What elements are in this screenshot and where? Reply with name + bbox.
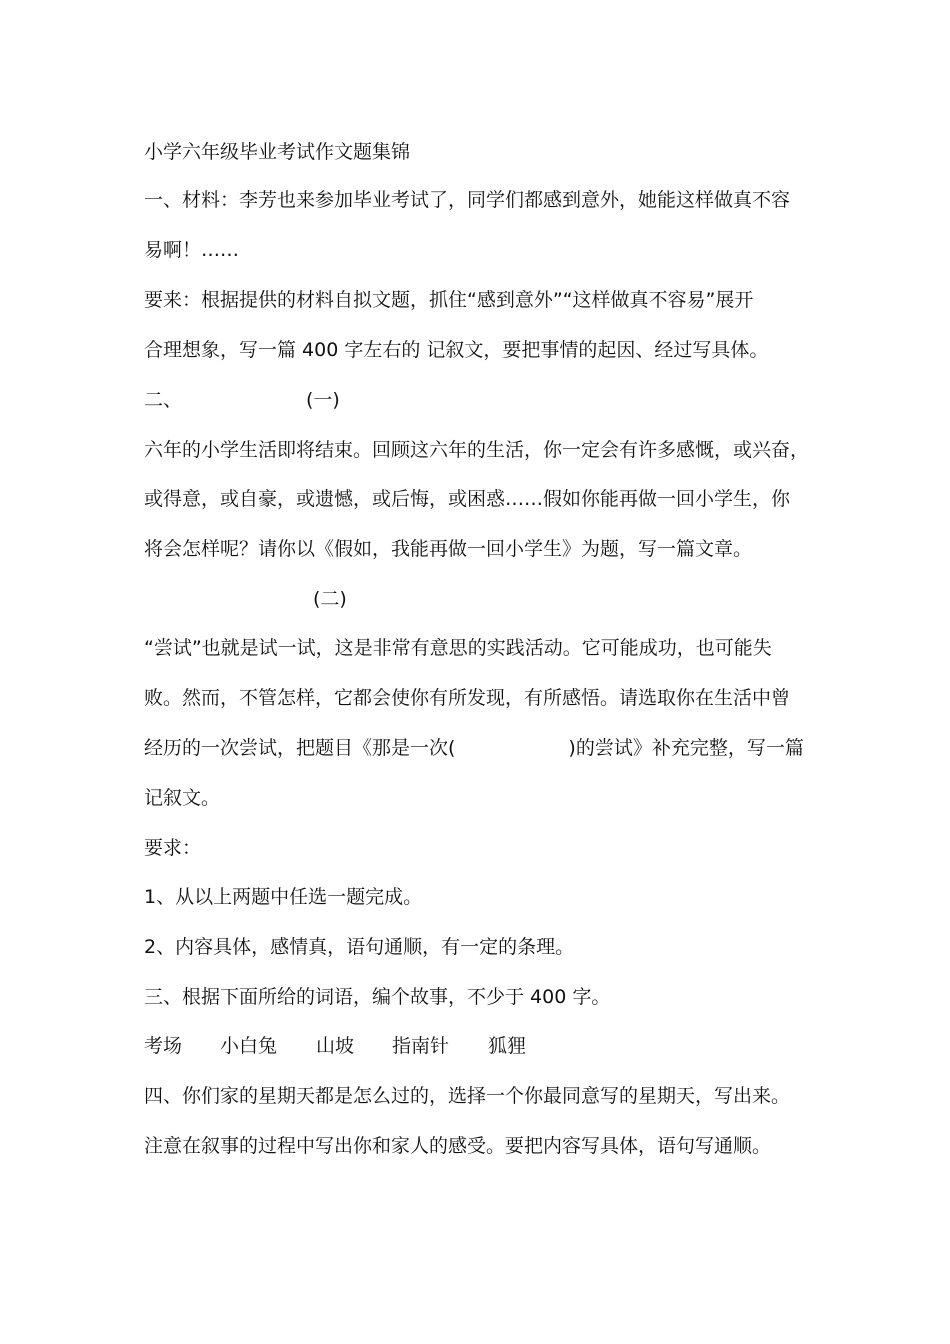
requirement-2: 2、内容具体，感情真，语句通顺，有一定的条理。 — [144, 936, 575, 958]
q3-word-4: 指南针 — [392, 1035, 450, 1057]
q1-requirement-line-2: 合理想象，写一篇 400 字左右的 记叙文，要把事情的起因、经过写具体。 — [144, 339, 769, 361]
q2-sub2-line-3-end: )的尝试》补充完整，写一篇 — [568, 737, 804, 759]
q2-sub1-line-3: 将会怎样呢？请你以《假如，我能再做一回小学生》为题，写一篇文章。 — [144, 538, 753, 560]
q3-line-1: 三、根据下面所给的词语，编个故事，不少于 400 字。 — [144, 986, 611, 1008]
q4-line-1: 四、你们家的星期天都是怎么过的，选择一个你最同意写的星期天，写出来。 — [144, 1085, 791, 1107]
q4-line-2: 注意在叙事的过程中写出你和家人的感受。要把内容写具体，语句写通顺。 — [144, 1135, 772, 1157]
requirement-1: 1、从以上两题中任选一题完成。 — [144, 886, 423, 908]
requirements-label: 要求： — [144, 837, 202, 859]
q1-line-1: 一、材料：李芳也来参加毕业考试了，同学们都感到意外，她能这样做真不容 — [144, 189, 791, 211]
q2-label: 二、 — [144, 389, 183, 411]
q1-line-2: 易啊！…… — [144, 239, 240, 261]
q2-sub2-line-2: 败。然而，不管怎样，它都会使你有所发现，有所感悟。请选取你在生活中曾 — [144, 687, 791, 709]
q2-sub2-line-4: 记叙文。 — [144, 787, 221, 809]
q2-sub2-line-3-start: 经历的一次尝试，把题目《那是一次( — [144, 737, 456, 759]
q3-word-2: 小白兔 — [220, 1035, 278, 1057]
q3-word-3: 山坡 — [316, 1035, 355, 1057]
q3-word-5: 狐狸 — [488, 1035, 527, 1057]
document-title: 小学六年级毕业考试作文题集锦 — [144, 141, 411, 163]
q2-sub1-line-1: 六年的小学生活即将结束。回顾这六年的生活，你一定会有许多感慨，或兴奋， — [144, 439, 810, 461]
q2-sub1-label: (一) — [306, 389, 340, 411]
q3-word-1: 考场 — [144, 1035, 183, 1057]
q1-requirement-line-1: 要来：根据提供的材料自拟文题，抓住“感到意外”“这样做真不容易”展开 — [144, 289, 754, 311]
q2-sub2-line-1: “尝试”也就是试一试，这是非常有意思的实践活动。它可能成功，也可能失 — [144, 637, 772, 659]
q2-sub1-line-2: 或得意，或自豪，或遗憾，或后悔，或困惑……假如你能再做一回小学生，你 — [144, 488, 791, 510]
q2-sub2-line-3 — [144, 735, 804, 761]
q2-sub2-label: (二) — [313, 588, 347, 610]
